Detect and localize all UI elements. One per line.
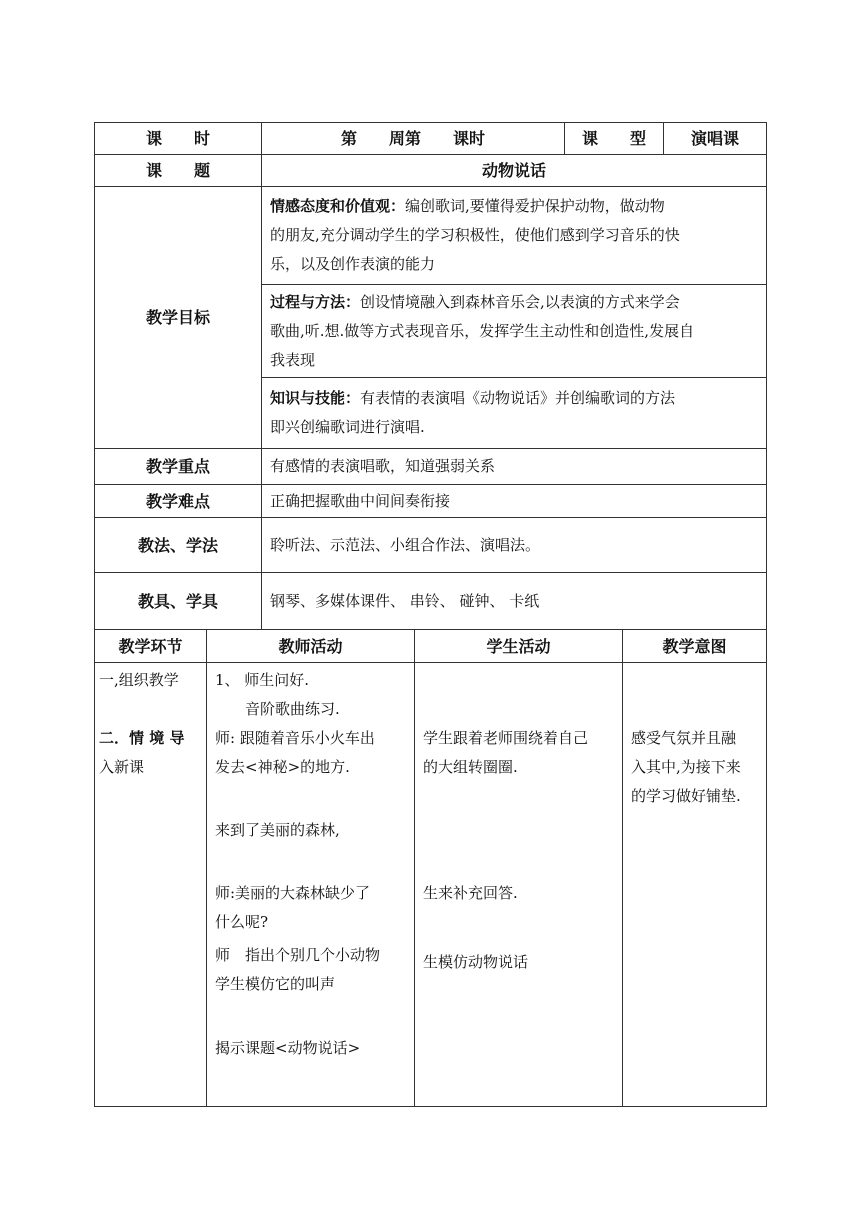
intent-line: 入其中,为接下来 — [631, 758, 741, 776]
objective-process-line: 歌曲,听.想.做等方式表现音乐，发挥学生主动性和创造性,发展自 — [270, 321, 695, 340]
teacher-gap — [215, 782, 410, 811]
student-line: 生模仿动物说话 — [423, 953, 529, 971]
student-gap — [423, 908, 618, 948]
intent-gap — [631, 666, 762, 695]
stage-line: 二．情 境 导 — [99, 729, 185, 747]
teacher-line: 学生模仿它的叫声 — [215, 975, 336, 993]
tools-label: 教具、学具 — [95, 573, 262, 630]
tools-value: 钢琴、多媒体课件、 串铃、 碰钟、 卡纸 — [262, 573, 767, 630]
key-point-label: 教学重点 — [95, 449, 262, 485]
student-line: 的大组转圈圈. — [423, 758, 518, 776]
objective-emotion-line: 的朋友,充分调动学生的学习积极性，使他们感到学习音乐的快 — [270, 226, 680, 244]
objective-knowledge-line: 即兴创编歌词进行演唱. — [270, 418, 425, 436]
objective-knowledge-title: 知识与技能： — [270, 389, 361, 407]
objective-emotion — [262, 187, 767, 285]
topic-label: 课 题 — [95, 155, 262, 187]
student-line: 生来补充回答. — [423, 884, 518, 902]
objective-emotion-line: 乐，以及创作表演的能力 — [270, 255, 436, 273]
student-gap — [423, 666, 618, 695]
process-header-student: 学生活动 — [415, 630, 623, 663]
process-header-intent: 教学意图 — [623, 630, 767, 663]
teacher-line: 揭示课题<动物说话> — [215, 1039, 361, 1057]
teacher-line: 师 指出个别几个小动物 — [215, 946, 381, 964]
teacher-line: 1、 师生问好. — [215, 671, 310, 689]
stage-gap — [99, 695, 202, 724]
lesson-plan-info-table — [94, 122, 767, 630]
process-header-stage: 教学环节 — [95, 630, 207, 663]
student-gap — [423, 695, 618, 724]
teacher-line: 什么呢? — [215, 913, 269, 931]
teacher-activity-cell — [207, 663, 415, 1107]
objectives-label: 教学目标 — [95, 187, 262, 449]
type-value: 演唱课 — [664, 123, 767, 155]
student-activity-cell — [415, 663, 623, 1107]
objective-process — [262, 285, 767, 378]
stage-line: 一,组织教学 — [99, 671, 179, 689]
week-period-value: 第 周第 课时 — [262, 123, 565, 155]
teacher-gap — [215, 999, 410, 1034]
teacher-line: 师: 跟随着音乐小火车出 — [215, 729, 375, 747]
objective-knowledge — [262, 378, 767, 449]
difficulty-value: 正确把握歌曲中间间奏衔接 — [262, 485, 767, 518]
methods-value: 聆听法、示范法、小组合作法、演唱法。 — [262, 518, 767, 573]
student-gap — [423, 782, 618, 879]
objective-emotion-title: 情感态度和价值观： — [270, 197, 406, 215]
methods-label: 教法、学法 — [95, 518, 262, 573]
period-label: 课 时 — [95, 123, 262, 155]
objective-knowledge-line: 有表情的表演唱《动物说话》并创编歌词的方法 — [360, 389, 676, 407]
objective-process-line: 创设情境融入到森林音乐会,以表演的方式来学会 — [360, 292, 680, 311]
intent-gap — [631, 695, 762, 724]
student-line: 学生跟着老师围绕着自己 — [423, 729, 589, 747]
objective-emotion-line: 编创歌词,要懂得爱护保护动物，做动物 — [405, 197, 665, 215]
process-header-teacher: 教师活动 — [207, 630, 415, 663]
teacher-line: 来到了美丽的森林, — [215, 821, 340, 839]
teacher-gap — [215, 845, 410, 879]
teacher-line: 发去<神秘>的地方. — [215, 758, 350, 776]
type-label: 课 型 — [565, 123, 664, 155]
teaching-process-table — [94, 629, 767, 1107]
intent-line: 感受气氛并且融 — [631, 729, 737, 747]
stage-cell — [95, 663, 207, 1107]
topic-value: 动物说话 — [262, 155, 767, 187]
stage-line: 入新课 — [99, 758, 145, 776]
teacher-line: 师:美丽的大森林缺少了 — [215, 884, 371, 902]
key-point-value: 有感情的表演唱歌，知道强弱关系 — [262, 449, 767, 485]
intent-line: 的学习做好铺垫. — [631, 787, 741, 805]
intent-cell — [623, 663, 767, 1107]
teacher-line: 音阶歌曲练习. — [215, 700, 340, 718]
objective-process-title: 过程与方法： — [270, 292, 361, 311]
objective-process-line: 我表现 — [270, 350, 316, 369]
difficulty-label: 教学难点 — [95, 485, 262, 518]
